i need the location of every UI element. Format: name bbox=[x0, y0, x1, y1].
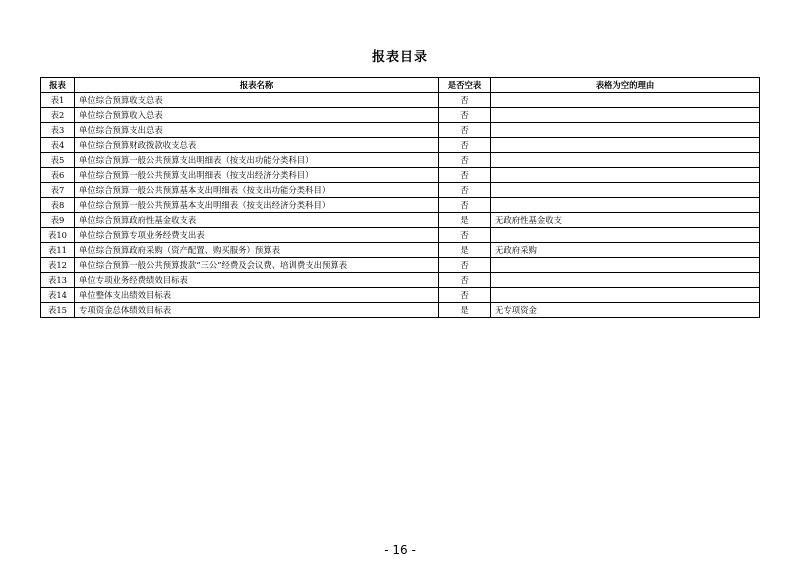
table-row bbox=[41, 153, 760, 168]
cell-report-no: 表9 bbox=[41, 213, 75, 228]
cell-empty-reason bbox=[491, 273, 760, 288]
cell-report-no: 表4 bbox=[41, 138, 75, 153]
table-header-row bbox=[41, 78, 760, 93]
cell-report-no: 表15 bbox=[41, 303, 75, 318]
header-report-name: 报表名称 bbox=[75, 78, 439, 93]
cell-report-no: 表14 bbox=[41, 288, 75, 303]
cell-empty-reason bbox=[491, 228, 760, 243]
cell-report-no: 表5 bbox=[41, 153, 75, 168]
cell-report-no: 表13 bbox=[41, 273, 75, 288]
table-row bbox=[41, 198, 760, 213]
cell-report-name: 单位综合预算支出总表 bbox=[75, 123, 439, 138]
table-row bbox=[41, 123, 760, 138]
header-empty-reason: 表格为空的理由 bbox=[491, 78, 760, 93]
table-row bbox=[41, 168, 760, 183]
cell-report-name: 单位综合预算专项业务经费支出表 bbox=[75, 228, 439, 243]
cell-is-empty: 否 bbox=[439, 138, 491, 153]
table-row bbox=[41, 93, 760, 108]
cell-empty-reason bbox=[491, 93, 760, 108]
cell-report-no: 表3 bbox=[41, 123, 75, 138]
cell-empty-reason: 无政府采购 bbox=[491, 243, 760, 258]
cell-report-name: 单位综合预算一般公共预算拨款“三公”经费及会议费、培训费支出预算表 bbox=[75, 258, 439, 273]
table-row bbox=[41, 258, 760, 273]
page-number: - 16 - bbox=[384, 543, 416, 557]
cell-is-empty: 否 bbox=[439, 273, 491, 288]
cell-report-no: 表7 bbox=[41, 183, 75, 198]
cell-report-name: 单位综合预算一般公共预算支出明细表（按支出功能分类科目） bbox=[75, 153, 439, 168]
cell-empty-reason bbox=[491, 198, 760, 213]
table-row bbox=[41, 303, 760, 318]
cell-report-name: 单位综合预算一般公共预算基本支出明细表（按支出经济分类科目） bbox=[75, 198, 439, 213]
cell-report-name: 单位整体支出绩效目标表 bbox=[75, 288, 439, 303]
cell-report-no: 表8 bbox=[41, 198, 75, 213]
cell-report-name: 单位综合预算收支总表 bbox=[75, 93, 439, 108]
cell-report-name: 单位综合预算财政拨款收支总表 bbox=[75, 138, 439, 153]
table-row bbox=[41, 288, 760, 303]
cell-is-empty: 否 bbox=[439, 108, 491, 123]
cell-report-name: 单位综合预算一般公共预算基本支出明细表（按支出功能分类科目） bbox=[75, 183, 439, 198]
cell-is-empty: 否 bbox=[439, 288, 491, 303]
cell-empty-reason: 无政府性基金收支 bbox=[491, 213, 760, 228]
cell-empty-reason bbox=[491, 153, 760, 168]
cell-is-empty: 是 bbox=[439, 303, 491, 318]
header-report-no: 报表 bbox=[41, 78, 75, 93]
cell-is-empty: 是 bbox=[439, 213, 491, 228]
cell-is-empty: 否 bbox=[439, 153, 491, 168]
cell-is-empty: 是 bbox=[439, 243, 491, 258]
cell-empty-reason bbox=[491, 183, 760, 198]
table-row bbox=[41, 213, 760, 228]
cell-empty-reason: 无专项资金 bbox=[491, 303, 760, 318]
cell-report-no: 表10 bbox=[41, 228, 75, 243]
cell-report-no: 表2 bbox=[41, 108, 75, 123]
cell-report-no: 表11 bbox=[41, 243, 75, 258]
cell-report-no: 表1 bbox=[41, 93, 75, 108]
cell-report-name: 专项资金总体绩效目标表 bbox=[75, 303, 439, 318]
page-title: 报表目录 bbox=[371, 50, 428, 65]
cell-is-empty: 否 bbox=[439, 198, 491, 213]
cell-is-empty: 否 bbox=[439, 258, 491, 273]
cell-report-name: 单位专项业务经费绩效目标表 bbox=[75, 273, 439, 288]
table-row bbox=[41, 273, 760, 288]
cell-report-no: 表12 bbox=[41, 258, 75, 273]
cell-report-no: 表6 bbox=[41, 168, 75, 183]
cell-report-name: 单位综合预算政府性基金收支表 bbox=[75, 213, 439, 228]
cell-report-name: 单位综合预算政府采购（资产配置、购买服务）预算表 bbox=[75, 243, 439, 258]
table-row bbox=[41, 243, 760, 258]
cell-report-name: 单位综合预算收入总表 bbox=[75, 108, 439, 123]
cell-empty-reason bbox=[491, 138, 760, 153]
cell-empty-reason bbox=[491, 288, 760, 303]
cell-empty-reason bbox=[491, 123, 760, 138]
table-row bbox=[41, 138, 760, 153]
table-row bbox=[41, 228, 760, 243]
header-is-empty: 是否空表 bbox=[439, 78, 491, 93]
table-row bbox=[41, 108, 760, 123]
table-row bbox=[41, 183, 760, 198]
cell-is-empty: 否 bbox=[439, 168, 491, 183]
cell-report-name: 单位综合预算一般公共预算支出明细表（按支出经济分类科目） bbox=[75, 168, 439, 183]
cell-is-empty: 否 bbox=[439, 93, 491, 108]
cell-is-empty: 否 bbox=[439, 183, 491, 198]
cell-empty-reason bbox=[491, 168, 760, 183]
cell-is-empty: 否 bbox=[439, 228, 491, 243]
cell-is-empty: 否 bbox=[439, 123, 491, 138]
cell-empty-reason bbox=[491, 108, 760, 123]
report-index-table bbox=[40, 77, 760, 318]
cell-empty-reason bbox=[491, 258, 760, 273]
